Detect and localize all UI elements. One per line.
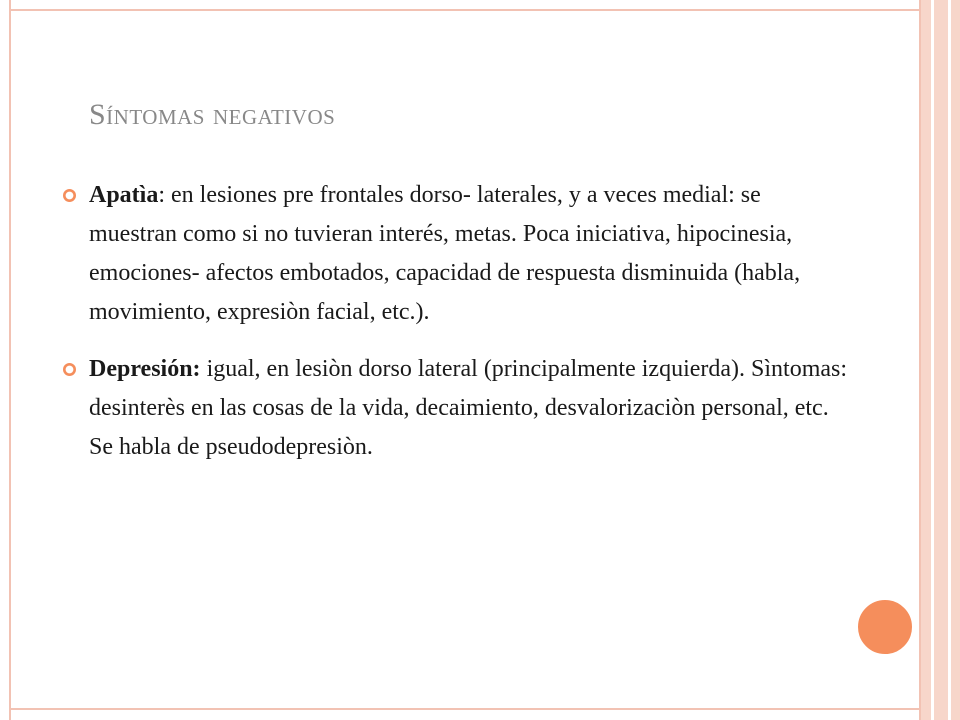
bullet-text: igual, en lesiòn dorso lateral (principalmente izquierda). Sìntomas: desinterès en las cosas de la vida, decaimiento, desvalorizaciòn personal, etc. Se habla de pseudodepresiòn. <box>89 356 848 460</box>
slide-title: Síntomas negativos <box>89 98 336 131</box>
frame-top-line <box>9 9 921 11</box>
bullet-list <box>62 176 852 485</box>
bullet-item-depresion <box>62 350 852 467</box>
bullet-text: : en lesiones pre frontales dorso- laterales, y a veces medial: se muestran como si no tuvieran interés, metas. Poca iniciativa, hipocinesia, emociones- afectos embotados, capacidad de respuesta disminuida (habla, movimiento, expresiòn facial, etc.). <box>89 182 801 325</box>
decorative-circle <box>855 597 915 657</box>
stripe <box>951 0 960 720</box>
bullet-term: Depresión: <box>89 356 201 382</box>
frame-left-line <box>9 0 11 720</box>
stripe <box>934 0 948 720</box>
bullet-term: Apatìa <box>89 182 159 208</box>
right-stripes <box>921 0 960 720</box>
ring-bullet-icon <box>62 362 77 377</box>
ring-bullet-icon <box>62 188 77 203</box>
stripe <box>921 0 931 720</box>
bullet-item-apatia <box>62 176 852 332</box>
frame-bottom-line <box>9 708 921 710</box>
